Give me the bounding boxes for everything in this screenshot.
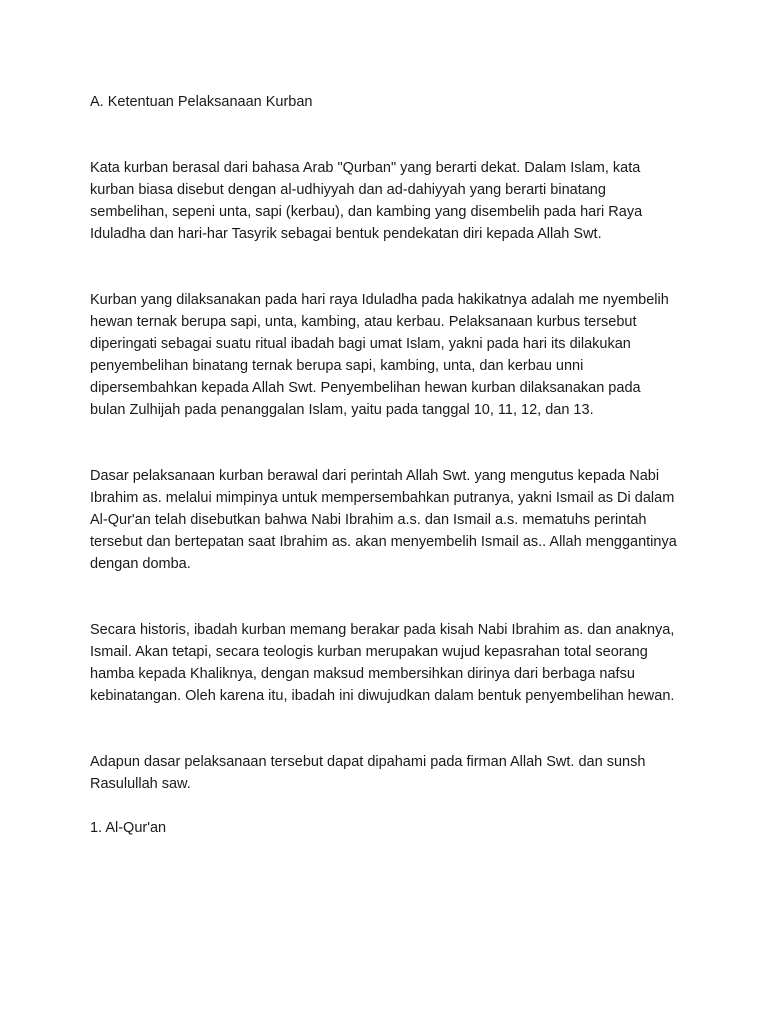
paragraph-3: Dasar pelaksanaan kurban berawal dari perintah Allah Swt. yang mengutus kepada Nabi Ibrahim as. melalui mimpinya untuk mempersembahkan putranya, yakni Ismail as Di dalam Al-Qur'an telah disebutkan bahwa Nabi Ibrahim a.s. dan Ismail a.s. mematuhs perintah tersebut dan bertepatan saat Ibrahim as. akan menyembelih Ismail as.. Allah menggantinya dengan domba. xyxy=(90,468,677,572)
section-heading: A. Ketentuan Pelaksanaan Kurban xyxy=(90,94,313,110)
paragraph-4: Secara historis, ibadah kurban memang berakar pada kisah Nabi Ibrahim as. dan anaknya, Ismail. Akan tetapi, secara teologis kurban merupakan wujud kepasrahan total seorang hamba kepada Khaliknya, dengan maksud membersihkan dirinya dari berbaga nafsu kebinatangan. Oleh karena itu, ibadah ini diwujudkan dalam bentuk penyembelihan hewan. xyxy=(90,622,675,704)
paragraph-2: Kurban yang dilaksanakan pada hari raya Iduladha pada hakikatnya adalah me nyembelih hewan ternak berupa sapi, unta, kambing, atau kerbau. Pelaksanaan kurbus tersebut diperingati sebagai suatu ritual ibadah bagi umat Islam, yakni pada hari its dilakukan penyembelihan binatang ternak berupa sapi, kambing, unta, dan kerbau unni dipersembahkan kepada Allah Swt. Penyembelihan hewan kurban dilaksanakan pada bulan Zulhijah pada penanggalan Islam, yaitu pada tanggal 10, 11, 12, dan 13. xyxy=(90,292,669,418)
paragraph-1: Kata kurban berasal dari bahasa Arab "Qurban" yang berarti dekat. Dalam Islam, kata kurban biasa disebut dengan al-udhiyyah dan ad-dahiyyah yang berarti binatang sembelihan, sepeni unta, sapi (kerbau), dan kambing yang disembelih pada hari Raya Iduladha dan hari-har Tasyrik sebagai bentuk pendekatan diri kepada Allah Swt. xyxy=(90,160,643,242)
document-body xyxy=(90,91,680,839)
list-item-al-quran: 1. Al-Qur'an xyxy=(90,820,167,836)
paragraph-5: Adapun dasar pelaksanaan tersebut dapat dipahami pada firman Allah Swt. dan sunsh Rasulullah saw. xyxy=(90,754,646,792)
